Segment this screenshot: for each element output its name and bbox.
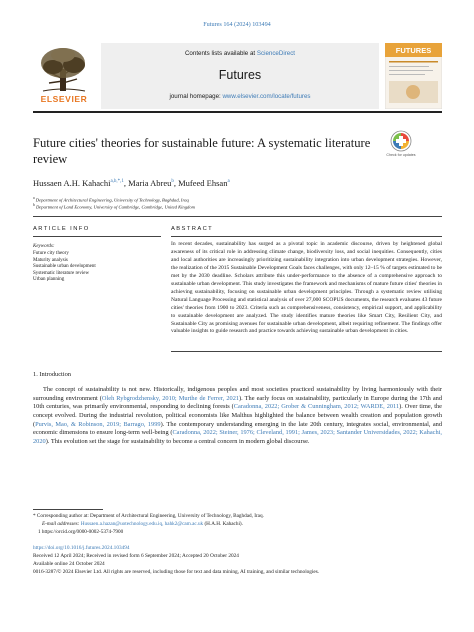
author-superscript[interactable]: b	[171, 179, 174, 185]
homepage-line	[101, 93, 379, 100]
footnote-rule	[33, 509, 103, 510]
journal-title: Futures	[218, 68, 262, 82]
email-suffix: (H.A.H. Kahachi).	[203, 521, 243, 527]
article-title: Future cities' theories for sustainable future: A systematic literature review	[33, 136, 371, 166]
cover-title: FUTURES	[395, 46, 432, 55]
keyword-item: Sustainable urban development	[33, 264, 96, 269]
paragraph-text: ). The early focus on sustainability, particularly in Europe during the 17th and 10th centuries, was primarily environmental, responding to declining forests (	[33, 394, 442, 411]
affiliation-a	[33, 196, 189, 203]
citation-link[interactable]: Caradonna, 2022; Grober & Cunningham, 2012; WARDE, 2011	[233, 403, 400, 411]
keyword-item: Maturity analysis	[33, 257, 68, 263]
affiliation-text: Department of Architectural Engineering, University of Technology, Baghdad, Iraq	[35, 197, 189, 203]
introduction-paragraph	[33, 386, 442, 447]
abstract-text: In recent decades, sustainability has surged as a pivotal topic in academic discourse, driven by heightened global awareness of its critical role in addressing climate change, biodiversity loss, and social inequities. Consequently, cities and local authorities are increasingly prioritizing sustainability integration into urban development strategies. However, the realization of the 2015 Sustainable Development Goals faces challenges, with only 12–15 % of targets estimated to be met by the 2030 deadline. Scholars attribute this under-performance to the absence of a comprehensive approach to sustainable urban development. This study investigates the framework and mechanisms of mature future cities' theories in achieving sustainability, focusing on sustainable urban development principles. Through a systematic review utilising Natural Language Processing and statistical analysis of over 27,000 SCOPUS documents, the research evaluates 43 future cities' theories from 1900 to 2023. Criteria such as comprehensiveness, consistency, empirical support, and applicability to sustainable development are analyzed. The study identifies mature theories like Smart City, Resilient City, and Sustainable City as promising avenues for sustainable urban development, albeit requiring refinement. The findings offer valuable insights to guide research and practice towards achieving sustainable urban development in cities.	[171, 241, 442, 335]
contents-line	[101, 50, 379, 57]
author-name[interactable]: Hussaen A.H. Kahachi	[33, 178, 111, 188]
email-line	[42, 521, 243, 527]
keyword-item: Urban planning	[33, 277, 65, 282]
affiliation-text: Department of Land Economy, University of Cambridge, Cambridge, United Kingdom	[35, 204, 195, 210]
received-dates: Received 12 April 2024; Received in revised form 6 September 2024; Accepted 20 October 2024	[33, 553, 239, 559]
abstract-heading: ABSTRACT	[171, 226, 214, 232]
affiliation-b	[33, 203, 195, 210]
copyright-notice: 0016-3287/© 2024 Elsevier Ltd. All rights are reserved, including those for text and data mining, AI training, and similar technologies.	[33, 569, 320, 575]
elsevier-wordmark: ELSEVIER	[40, 94, 88, 104]
paragraph-text: ). This evolution set the stage for sustainability to become a central concern in modern global discourse.	[45, 437, 310, 445]
homepage-prefix: journal homepage:	[169, 93, 223, 100]
article-info-heading: ARTICLE INFO	[33, 226, 90, 232]
keyword-item: Future city theory	[33, 251, 69, 256]
journal-info-box	[101, 43, 379, 109]
email-links[interactable]: Hussaen.a.hazan@uotechnology.edu.iq, hahk2@cam.ac.uk	[80, 521, 204, 527]
available-online-date: Available online 24 October 2024	[33, 561, 105, 567]
journal-cover-image[interactable]	[385, 43, 442, 109]
divider-rule	[33, 236, 161, 237]
citation-link[interactable]: Purvis, Mao, & Robinson, 2019; Barrago, 1999	[35, 420, 161, 428]
divider-rule	[33, 216, 442, 217]
contents-prefix: Contents lists available at	[184, 50, 257, 57]
author-name[interactable]: Mufeed Ehsan	[178, 178, 228, 188]
journal-reference[interactable]: Futures 164 (2024) 103494	[203, 21, 271, 28]
citation-link[interactable]: Caradonna, 2022; Steiner, 1976; Cleveland, 1991; James, 2023; Santander Universidades, 2022; Kahachi, 2020	[33, 429, 443, 445]
author-name[interactable]: Maria Abreu	[128, 178, 172, 188]
divider-rule	[171, 351, 442, 352]
corresponding-author-note: * Corresponding author at: Department of Architectural Engineering, University of Technology, Baghdad, Iraq.	[33, 513, 264, 519]
orcid-note[interactable]: 1 https://orcid.org/0000-0002-5374-7900	[38, 529, 124, 535]
email-label: E-mail addresses:	[42, 521, 81, 527]
keyword-item: Systematic literature review	[33, 270, 90, 276]
section-heading: 1. Introduction	[33, 371, 71, 378]
journal-header	[33, 43, 442, 113]
journal-homepage-link[interactable]: www.elsevier.com/locate/futures	[222, 93, 311, 100]
crossmark-label[interactable]: Check for updates	[386, 153, 416, 157]
doi-link[interactable]: https://doi.org/10.1016/j.futures.2024.103494	[33, 545, 130, 551]
affiliation-marker: a	[33, 196, 35, 200]
citation-link[interactable]: Oleh Rybgrodzhensky, 2010; Murthe de Ferrer, 2021	[101, 394, 240, 402]
author-list: Hussaen A.H. Kahachi$^{a,b,*,1}$, Maria Abreu$^b$, Mufeed Ehsan$^a$	[33, 178, 230, 188]
keywords-heading: Keywords:	[33, 244, 55, 249]
author-superscript[interactable]: a	[227, 179, 230, 185]
sciencedirect-link[interactable]: ScienceDirect	[256, 50, 296, 57]
author-superscript[interactable]: a,b,*,1	[110, 179, 124, 185]
paragraph-text: ). The contemporary understanding emerging in the late 20th century, integrates social, environmental, and economic dimensions to ensure long-term well-being (	[33, 420, 442, 437]
affiliation-marker: b	[33, 203, 35, 207]
divider-rule	[171, 236, 442, 237]
paragraph-text: ). Over time, the concept evolved. During the industrial revolution, political economists like Malthus highlighted the balance between wealth creation and population growth (	[33, 403, 442, 428]
paragraph-text: The concept of sustainability is not new. Historically, indigenous peoples and most societies practiced sustainability by living harmoniously with their surrounding environment (	[33, 386, 442, 402]
